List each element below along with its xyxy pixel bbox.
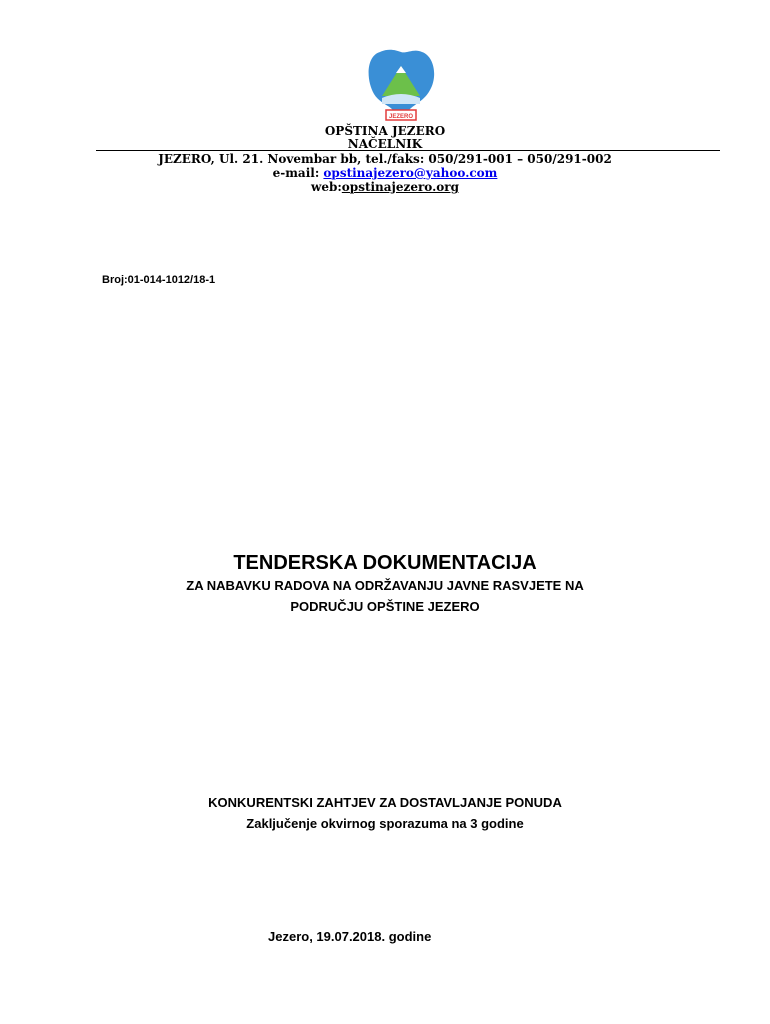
subtitle-line-2: PODRUČJU OPŠTINE JEZERO [290,599,480,614]
address-line: JEZERO, Ul. 21. Novembar bb, tel./faks: 050/291-001 – 050/291-002 [158,152,612,166]
office-name: NAČELNIK [347,137,423,151]
web-line [0,180,770,194]
email-link[interactable]: opstinajezero@yahoo.com [323,166,498,180]
request-subtitle: Zaključenje okvirnog sporazuma na 3 godine [246,816,524,831]
web-link[interactable]: opstinajezero.org [341,180,459,194]
municipality-logo [360,46,442,122]
email-label: e-mail: [272,166,324,180]
reference-number: Broj:01-014-1012/18-1 [102,274,216,286]
request-title: KONKURENTSKI ZAHTJEV ZA DOSTAVLJANJE PONUDA [208,795,562,810]
document-title: TENDERSKA DOKUMENTACIJA [233,552,537,574]
web-label: web: [311,180,342,194]
date-line: Jezero, 19.07.2018. godine [268,929,432,944]
municipality-name: OPŠTINA JEZERO [324,124,446,138]
header-divider [96,150,720,151]
logo-text: JEZERO [388,114,414,120]
email-line [0,166,770,180]
subtitle-line-1: ZA NABAVKU RADOVA NA ODRŽAVANJU JAVNE RASVJETE NA [186,578,584,593]
